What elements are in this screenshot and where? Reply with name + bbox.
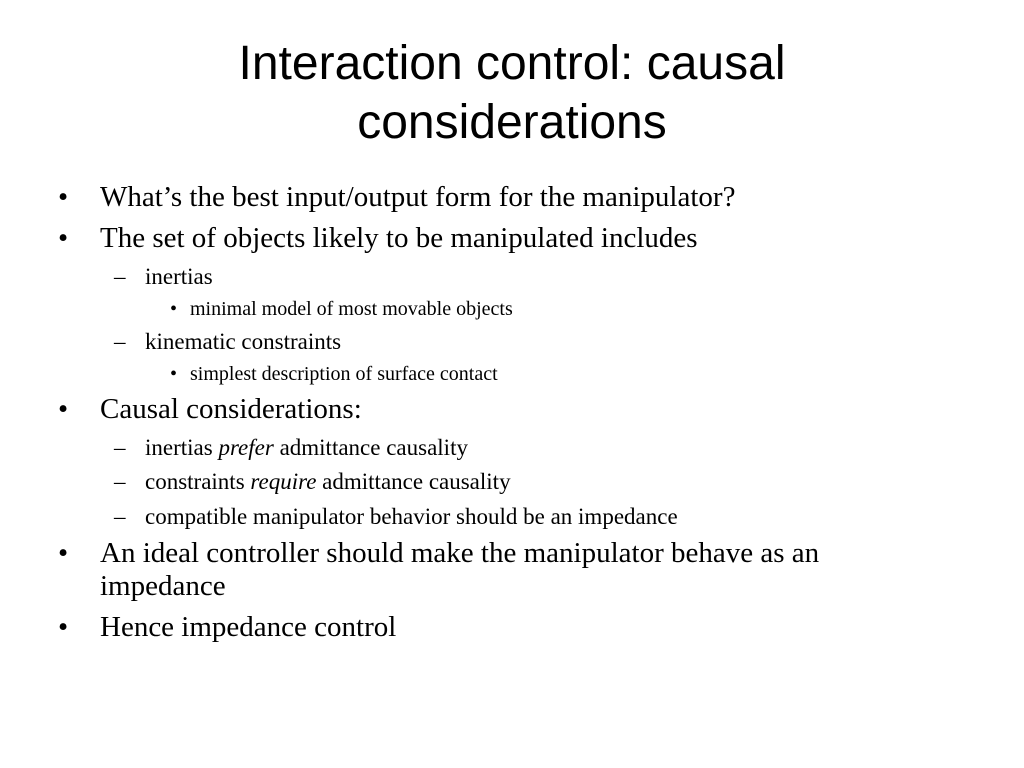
text-part: admittance causality xyxy=(316,469,511,494)
sub-sub-item-text: minimal model of most movable objects xyxy=(190,298,513,320)
sub-item-text: kinematic constraints xyxy=(145,329,342,354)
dash-marker: – xyxy=(114,435,126,460)
dash-marker: – xyxy=(114,329,126,354)
bullet-text: Hence impedance control xyxy=(100,611,397,643)
title-line-1: Interaction control: causal xyxy=(238,37,786,90)
text-part: inertias xyxy=(145,435,219,460)
dash-marker: – xyxy=(114,469,126,494)
sub-item-text: compatible manipulator behavior should be an impedance xyxy=(145,504,678,529)
bullet-marker: • xyxy=(58,222,69,254)
text-part: constraints xyxy=(145,469,251,494)
bullet-text: What’s the best input/output form for the manipulator? xyxy=(100,181,736,213)
bullet-text-line-2: impedance xyxy=(100,570,226,602)
dash-marker: – xyxy=(114,504,126,529)
bullet-marker: • xyxy=(58,393,69,425)
bullet-marker: • xyxy=(58,611,69,643)
bullet-marker: • xyxy=(170,298,178,320)
bullet-marker: • xyxy=(170,363,178,385)
title-line-2: considerations xyxy=(357,96,667,149)
bullet-text-line-1: An ideal controller should make the manipulator behave as an xyxy=(100,537,820,569)
bullet-text: The set of objects likely to be manipulated includes xyxy=(100,222,698,254)
dash-marker: – xyxy=(114,264,126,289)
sub-item-text xyxy=(145,434,468,462)
emphasis-text: require xyxy=(250,469,317,494)
sub-item-text: inertias xyxy=(145,264,213,289)
text-part: admittance causality xyxy=(273,435,468,460)
emphasis-text: prefer xyxy=(218,435,274,460)
sub-sub-item-text: simplest description of surface contact xyxy=(190,363,498,385)
bullet-text: Causal considerations: xyxy=(100,393,362,425)
bullet-marker: • xyxy=(58,181,69,213)
sub-item-text xyxy=(145,468,511,496)
bullet-marker: • xyxy=(58,537,69,569)
